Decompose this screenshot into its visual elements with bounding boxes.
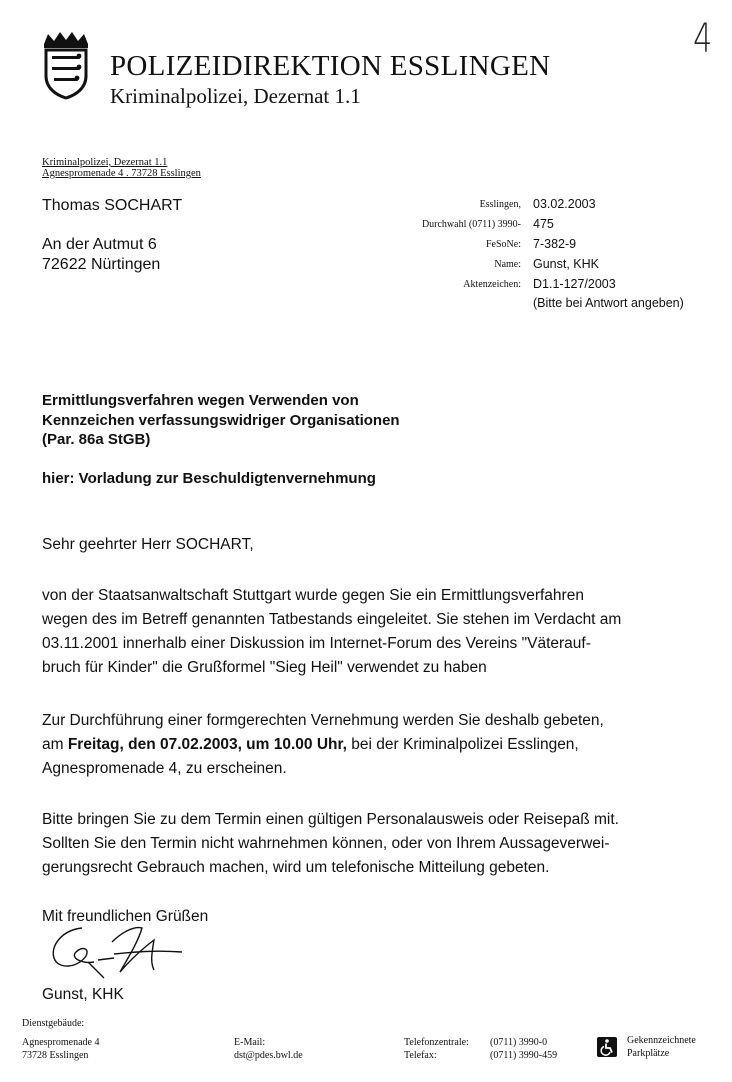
- sender-line-2: Agnespromenade 4 . 73728 Esslingen: [42, 168, 201, 179]
- paragraph-1-line: von der Staatsanwaltschaft Stuttgart wurde gegen Sie ein Ermittlungsverfahren: [42, 587, 584, 604]
- reference-note: (Bitte bei Antwort angeben): [533, 296, 684, 310]
- footer-address: [22, 1036, 99, 1062]
- paragraph-1-line: 03.11.2001 innerhalb einer Diskussion im Internet-Forum des Vereins "Väterauf-: [42, 635, 591, 652]
- paragraph-3: [42, 808, 619, 880]
- sender-line-1: Kriminalpolizei, Dezernat 1.1: [42, 157, 168, 168]
- building-label: Dienstgebäude:: [22, 1018, 85, 1029]
- fax-number: (0711) 3990-459: [490, 1050, 558, 1061]
- closing: Mit freundlichen Grüßen: [42, 908, 209, 925]
- recipient-city: 72622 Nürtingen: [42, 256, 161, 273]
- appointment-prefix: am: [42, 736, 68, 753]
- paragraph-1: [42, 584, 621, 680]
- footer-email: [234, 1036, 303, 1062]
- contact-name: Gunst, KHK: [533, 257, 599, 271]
- paragraph-2-line: Agnespromenade 4, zu erscheinen.: [42, 760, 287, 777]
- organization-subtitle: Kriminalpolizei, Dezernat 1.1: [110, 84, 361, 108]
- paragraph-1-line: wegen des im Betreff genannten Tatbestands eingeleitet. Sie stehen im Verdacht am: [42, 611, 622, 628]
- footer-phone-labels: [404, 1036, 469, 1062]
- email-label: E-Mail:: [234, 1037, 266, 1048]
- handwritten-signature: [42, 918, 192, 988]
- subject-regarding: hier: Vorladung zur Beschuldigtenvernehmung: [42, 470, 376, 487]
- reference-number: D1.1-127/2003: [533, 277, 616, 291]
- paragraph-3-line: Bitte bringen Sie zu dem Termin einen gültigen Personalausweis oder Reisepaß mit.: [42, 811, 619, 828]
- paragraph-3-line: gerungsrecht Gebrauch machen, wird um telefonische Mitteilung gebeten.: [42, 859, 550, 876]
- salutation: Sehr geehrter Herr SOCHART,: [42, 536, 254, 553]
- paragraph-2: [42, 709, 604, 781]
- paragraph-1-line: bruch für Kinder" die Grußformel "Sieg Heil" verwendet zu haben: [42, 659, 487, 676]
- paragraph-3-line: Sollten Sie den Termin nicht wahrnehmen können, oder von Ihrem Aussageverwei-: [42, 835, 610, 852]
- paragraph-2-line: Zur Durchführung einer formgerechten Vernehmung werden Sie deshalb gebeten,: [42, 712, 604, 729]
- parking-note: [627, 1034, 696, 1060]
- fax-label: Telefax:: [404, 1050, 437, 1061]
- subject-line-3: (Par. 86a StGB): [42, 431, 151, 448]
- wheelchair-icon: [597, 1037, 617, 1057]
- recipient-street: An der Autmut 6: [42, 236, 157, 253]
- coat-of-arms-icon: [38, 30, 94, 100]
- paragraph-2-line: [42, 733, 604, 757]
- tel-number: (0711) 3990-0: [490, 1037, 548, 1048]
- tel-label: Telefonzentrale:: [404, 1037, 469, 1048]
- fesone-label: FeSoNe:: [486, 239, 521, 250]
- fesone-value: 7-382-9: [533, 237, 577, 251]
- parking-line-1: Gekennzeichnete: [627, 1035, 696, 1046]
- footer-city: 73728 Esslingen: [22, 1050, 89, 1061]
- appointment-datetime: Freitag, den 07.02.2003, um 10.00 Uhr,: [67, 736, 347, 753]
- sender-return-address: [42, 157, 201, 179]
- recipient-name: Thomas SOCHART: [42, 197, 183, 214]
- place-label: Esslingen,: [479, 199, 521, 210]
- footer-phone-values: [490, 1036, 557, 1062]
- reference-label: Aktenzeichen:: [463, 279, 521, 290]
- subject-line-1: Ermittlungsverfahren wegen Verwenden von: [42, 392, 359, 409]
- organization-title: POLIZEIDIREKTION ESSLINGEN: [110, 50, 551, 82]
- email-address: dst@pdes.bwl.de: [234, 1050, 303, 1061]
- parking-line-2: Parkplätze: [627, 1048, 670, 1059]
- appointment-suffix: bei der Kriminalpolizei Esslingen,: [346, 736, 579, 753]
- name-label: Name:: [494, 259, 521, 270]
- signer-name: Gunst, KHK: [42, 986, 124, 1003]
- subject-line-2: Kennzeichen verfassungswidriger Organisationen: [42, 412, 400, 429]
- phone-extension: 475: [533, 217, 554, 231]
- footer-street: Agnespromenade 4: [22, 1037, 100, 1048]
- letter-date: 03.02.2003: [533, 197, 596, 211]
- handwritten-page-number: 4: [693, 16, 713, 62]
- phone-label: Durchwahl (0711) 3990-: [421, 219, 521, 230]
